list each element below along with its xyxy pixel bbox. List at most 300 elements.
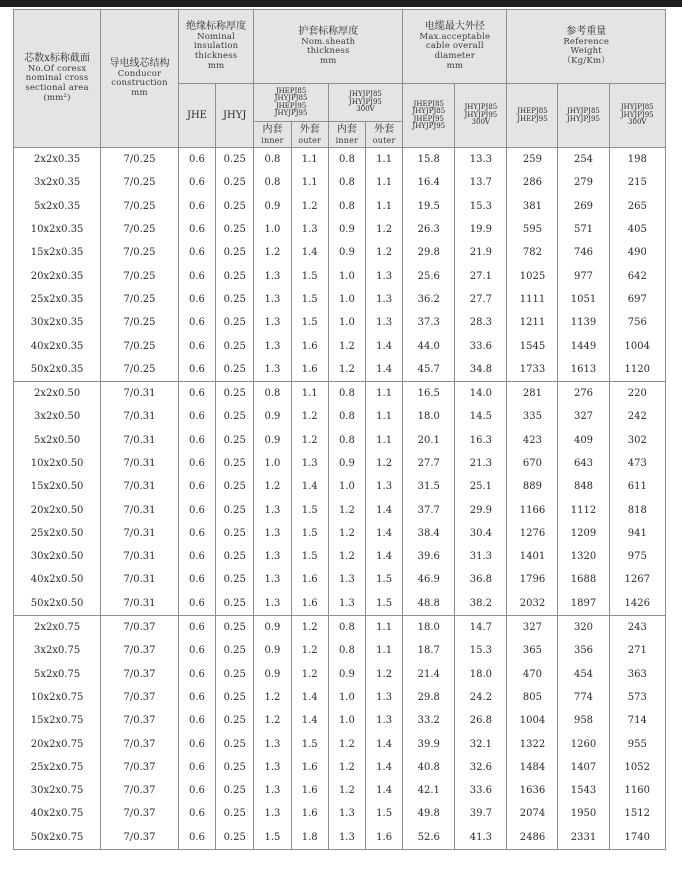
cell-sheath2-outer: 1.3	[366, 686, 403, 709]
header-diameter-group2: JHYJPJ85 JHYJPJ95 300V	[455, 84, 507, 148]
table-row	[14, 475, 666, 498]
cell-ins-jhe: 0.6	[178, 452, 215, 475]
cell-sheath2-outer: 1.4	[366, 334, 403, 357]
cell-weight2: 356	[558, 639, 609, 662]
cell-cores-section: 20x2x0.75	[14, 732, 101, 755]
cell-diameter1: 46.9	[403, 568, 455, 591]
cell-sheath2-outer: 1.6	[366, 826, 403, 850]
cell-diameter1: 31.5	[403, 475, 455, 498]
cell-ins-jhyj: 0.25	[216, 405, 254, 428]
cell-conductor: 7/0.37	[101, 732, 179, 755]
cell-sheath1-inner: 1.3	[254, 358, 291, 382]
cell-weight1: 1004	[507, 709, 558, 732]
cell-cores-section: 30x2x0.75	[14, 779, 101, 802]
cell-diameter2: 34.8	[455, 358, 507, 382]
cell-sheath2-outer: 1.4	[366, 522, 403, 545]
cell-cores-section: 5x2x0.35	[14, 195, 101, 218]
cell-sheath2-inner: 1.2	[328, 334, 365, 357]
cell-weight2: 1320	[558, 545, 609, 568]
cell-diameter1: 52.6	[403, 826, 455, 850]
cell-diameter2: 41.3	[455, 826, 507, 850]
cell-weight2: 320	[558, 615, 609, 639]
cell-ins-jhe: 0.6	[178, 826, 215, 850]
cell-ins-jhyj: 0.25	[216, 195, 254, 218]
header-weight-group2: JHYJPJ85 JHYJPJ95	[558, 84, 609, 148]
cell-weight3: 697	[609, 288, 665, 311]
cell-weight1: 259	[507, 148, 558, 172]
cell-cores-section: 30x2x0.50	[14, 545, 101, 568]
cell-sheath1-outer: 1.5	[291, 288, 328, 311]
cell-ins-jhe: 0.6	[178, 686, 215, 709]
cell-ins-jhyj: 0.25	[216, 498, 254, 521]
cell-ins-jhyj: 0.25	[216, 429, 254, 452]
cell-conductor: 7/0.37	[101, 663, 179, 686]
cell-sheath1-outer: 1.3	[291, 452, 328, 475]
cell-weight1: 1401	[507, 545, 558, 568]
cell-weight1: 1166	[507, 498, 558, 521]
cell-weight1: 1211	[507, 311, 558, 334]
cell-weight2: 643	[558, 452, 609, 475]
cell-cores-section: 25x2x0.75	[14, 756, 101, 779]
cell-ins-jhyj: 0.25	[216, 218, 254, 241]
cell-diameter2: 18.0	[455, 663, 507, 686]
cell-diameter1: 18.0	[403, 405, 455, 428]
table-row	[14, 264, 666, 287]
cell-cores-section: 50x2x0.75	[14, 826, 101, 850]
cell-conductor: 7/0.31	[101, 475, 179, 498]
table-row	[14, 358, 666, 382]
cell-ins-jhe: 0.6	[178, 288, 215, 311]
cell-diameter1: 16.5	[403, 381, 455, 405]
header-insulation-jhyj: JHYJ	[216, 84, 254, 148]
cell-sheath2-outer: 1.3	[366, 709, 403, 732]
cell-sheath2-outer: 1.5	[366, 802, 403, 825]
cell-conductor: 7/0.37	[101, 756, 179, 779]
cell-cores-section: 3x2x0.50	[14, 405, 101, 428]
cell-sheath1-outer: 1.6	[291, 756, 328, 779]
header-sheath-g2-outer: 外套 outer	[366, 122, 403, 148]
cell-ins-jhyj: 0.25	[216, 756, 254, 779]
cell-conductor: 7/0.25	[101, 241, 179, 264]
cell-sheath1-outer: 1.5	[291, 498, 328, 521]
cell-weight2: 327	[558, 405, 609, 428]
cell-ins-jhyj: 0.25	[216, 686, 254, 709]
cell-conductor: 7/0.37	[101, 709, 179, 732]
cell-diameter1: 27.7	[403, 452, 455, 475]
cell-ins-jhe: 0.6	[178, 802, 215, 825]
cell-weight2: 269	[558, 195, 609, 218]
cell-weight2: 1543	[558, 779, 609, 802]
cell-sheath1-inner: 1.3	[254, 334, 291, 357]
cell-diameter2: 25.1	[455, 475, 507, 498]
header-weight-group1: JHEPJ85 JHEPJ95	[507, 84, 558, 148]
cell-sheath1-inner: 1.2	[254, 475, 291, 498]
cell-cores-section: 15x2x0.50	[14, 475, 101, 498]
cell-diameter1: 49.8	[403, 802, 455, 825]
table-header	[14, 10, 666, 148]
cell-weight1: 1111	[507, 288, 558, 311]
cell-ins-jhe: 0.6	[178, 475, 215, 498]
cell-ins-jhe: 0.6	[178, 498, 215, 521]
cell-diameter1: 29.8	[403, 241, 455, 264]
cell-sheath2-inner: 1.0	[328, 264, 365, 287]
cell-sheath1-inner: 1.3	[254, 545, 291, 568]
cell-sheath1-inner: 1.3	[254, 311, 291, 334]
cell-weight3: 243	[609, 615, 665, 639]
cell-ins-jhyj: 0.25	[216, 545, 254, 568]
cell-diameter1: 38.4	[403, 522, 455, 545]
cell-ins-jhyj: 0.25	[216, 592, 254, 616]
cell-sheath2-inner: 1.2	[328, 358, 365, 382]
cell-ins-jhe: 0.6	[178, 779, 215, 802]
cell-ins-jhe: 0.6	[178, 709, 215, 732]
cell-weight1: 335	[507, 405, 558, 428]
cell-sheath2-outer: 1.5	[366, 592, 403, 616]
cell-sheath2-outer: 1.4	[366, 498, 403, 521]
header-sheath-group1: JHEPJ85 JHYJPJ85 JHEPJ95 JHYJPJ95	[254, 84, 328, 122]
cell-weight1: 1733	[507, 358, 558, 382]
cell-ins-jhe: 0.6	[178, 405, 215, 428]
cell-cores-section: 15x2x0.75	[14, 709, 101, 732]
cell-weight3: 1004	[609, 334, 665, 357]
cell-sheath2-inner: 1.0	[328, 686, 365, 709]
cell-diameter1: 21.4	[403, 663, 455, 686]
cell-weight3: 1426	[609, 592, 665, 616]
cell-diameter2: 27.1	[455, 264, 507, 287]
cell-ins-jhyj: 0.25	[216, 826, 254, 850]
table-row	[14, 545, 666, 568]
cell-sheath1-outer: 1.4	[291, 686, 328, 709]
cell-sheath1-inner: 0.9	[254, 663, 291, 686]
cell-weight3: 1052	[609, 756, 665, 779]
cell-weight2: 571	[558, 218, 609, 241]
cell-sheath2-inner: 1.2	[328, 779, 365, 802]
table-row	[14, 288, 666, 311]
cell-diameter1: 20.1	[403, 429, 455, 452]
cell-sheath1-inner: 1.3	[254, 522, 291, 545]
cell-sheath1-outer: 1.6	[291, 592, 328, 616]
cell-sheath1-outer: 1.2	[291, 195, 328, 218]
cell-sheath2-outer: 1.2	[366, 452, 403, 475]
cell-ins-jhe: 0.6	[178, 381, 215, 405]
cell-ins-jhyj: 0.25	[216, 452, 254, 475]
cell-ins-jhyj: 0.25	[216, 358, 254, 382]
cell-conductor: 7/0.25	[101, 264, 179, 287]
cell-diameter1: 39.6	[403, 545, 455, 568]
cell-sheath2-outer: 1.1	[366, 639, 403, 662]
cell-weight2: 1407	[558, 756, 609, 779]
cell-diameter2: 21.9	[455, 241, 507, 264]
cell-ins-jhe: 0.6	[178, 358, 215, 382]
cell-diameter2: 27.7	[455, 288, 507, 311]
cell-sheath2-outer: 1.1	[366, 429, 403, 452]
cell-sheath1-inner: 1.3	[254, 592, 291, 616]
cell-weight2: 1051	[558, 288, 609, 311]
cell-sheath1-inner: 1.3	[254, 498, 291, 521]
cell-weight3: 363	[609, 663, 665, 686]
cell-weight3: 1267	[609, 568, 665, 591]
cell-sheath1-inner: 1.2	[254, 241, 291, 264]
header-cores: 芯数x标称截面 No.Of coresx nominal cross sectional area (mm²)	[14, 10, 101, 148]
cell-weight3: 714	[609, 709, 665, 732]
cell-weight3: 271	[609, 639, 665, 662]
cell-ins-jhe: 0.6	[178, 663, 215, 686]
cell-diameter2: 14.0	[455, 381, 507, 405]
cell-diameter1: 42.1	[403, 779, 455, 802]
cell-sheath1-inner: 1.3	[254, 779, 291, 802]
cell-cores-section: 40x2x0.35	[14, 334, 101, 357]
cell-cores-section: 10x2x0.75	[14, 686, 101, 709]
cell-sheath1-outer: 1.5	[291, 311, 328, 334]
cell-sheath1-inner: 0.9	[254, 429, 291, 452]
header-insulation-jhe: JHE	[178, 84, 215, 148]
cell-ins-jhe: 0.6	[178, 568, 215, 591]
cell-conductor: 7/0.25	[101, 358, 179, 382]
cell-sheath2-outer: 1.4	[366, 756, 403, 779]
cell-conductor: 7/0.25	[101, 171, 179, 194]
cell-diameter2: 14.5	[455, 405, 507, 428]
cell-sheath2-inner: 1.2	[328, 545, 365, 568]
cell-weight1: 423	[507, 429, 558, 452]
cell-diameter2: 26.8	[455, 709, 507, 732]
cell-weight1: 1276	[507, 522, 558, 545]
table-row	[14, 171, 666, 194]
cell-conductor: 7/0.37	[101, 686, 179, 709]
cell-diameter2: 13.3	[455, 148, 507, 172]
cell-weight1: 805	[507, 686, 558, 709]
cell-cores-section: 40x2x0.50	[14, 568, 101, 591]
cell-diameter2: 16.3	[455, 429, 507, 452]
table-row	[14, 218, 666, 241]
cell-weight1: 1636	[507, 779, 558, 802]
cell-conductor: 7/0.37	[101, 639, 179, 662]
cell-weight1: 1484	[507, 756, 558, 779]
cell-ins-jhyj: 0.25	[216, 709, 254, 732]
header-insulation: 绝缘标称厚度 Nominal insulation thickness mm	[178, 10, 254, 84]
cell-sheath2-inner: 1.3	[328, 802, 365, 825]
cell-diameter1: 39.9	[403, 732, 455, 755]
cell-weight3: 975	[609, 545, 665, 568]
cell-diameter1: 29.8	[403, 686, 455, 709]
cell-ins-jhyj: 0.25	[216, 522, 254, 545]
cable-spec-table	[13, 9, 666, 850]
cell-ins-jhe: 0.6	[178, 592, 215, 616]
cell-ins-jhe: 0.6	[178, 218, 215, 241]
table-body	[14, 148, 666, 850]
cell-ins-jhyj: 0.25	[216, 288, 254, 311]
cell-conductor: 7/0.31	[101, 592, 179, 616]
cell-weight3: 1160	[609, 779, 665, 802]
cell-diameter2: 28.3	[455, 311, 507, 334]
table-row	[14, 826, 666, 850]
cell-sheath2-outer: 1.1	[366, 615, 403, 639]
cell-sheath1-inner: 0.9	[254, 615, 291, 639]
cell-conductor: 7/0.31	[101, 452, 179, 475]
cell-weight3: 642	[609, 264, 665, 287]
cell-sheath1-outer: 1.5	[291, 732, 328, 755]
cell-diameter1: 48.8	[403, 592, 455, 616]
cell-ins-jhe: 0.6	[178, 615, 215, 639]
cell-sheath1-inner: 0.9	[254, 405, 291, 428]
cell-sheath1-outer: 1.5	[291, 522, 328, 545]
cell-ins-jhyj: 0.25	[216, 802, 254, 825]
cell-conductor: 7/0.37	[101, 802, 179, 825]
cell-cores-section: 40x2x0.75	[14, 802, 101, 825]
table-row	[14, 686, 666, 709]
cell-weight1: 365	[507, 639, 558, 662]
cell-weight2: 1613	[558, 358, 609, 382]
cell-weight1: 286	[507, 171, 558, 194]
cell-weight3: 215	[609, 171, 665, 194]
cell-sheath1-outer: 1.1	[291, 171, 328, 194]
cell-sheath1-inner: 1.0	[254, 452, 291, 475]
cell-sheath2-inner: 1.2	[328, 522, 365, 545]
cell-sheath1-outer: 1.3	[291, 218, 328, 241]
cell-cores-section: 5x2x0.50	[14, 429, 101, 452]
table-row	[14, 802, 666, 825]
cell-cores-section: 2x2x0.50	[14, 381, 101, 405]
cell-conductor: 7/0.37	[101, 826, 179, 850]
cell-weight2: 1260	[558, 732, 609, 755]
cell-diameter2: 32.1	[455, 732, 507, 755]
cell-weight2: 1112	[558, 498, 609, 521]
cell-sheath2-inner: 0.8	[328, 639, 365, 662]
cell-sheath2-inner: 1.0	[328, 709, 365, 732]
cell-ins-jhyj: 0.25	[216, 639, 254, 662]
cell-weight3: 955	[609, 732, 665, 755]
cell-conductor: 7/0.31	[101, 429, 179, 452]
cell-sheath1-outer: 1.2	[291, 639, 328, 662]
cell-diameter1: 18.0	[403, 615, 455, 639]
cell-sheath2-inner: 0.8	[328, 171, 365, 194]
cell-ins-jhe: 0.6	[178, 639, 215, 662]
cell-ins-jhyj: 0.25	[216, 779, 254, 802]
cell-weight1: 670	[507, 452, 558, 475]
cell-sheath1-outer: 1.6	[291, 779, 328, 802]
header-weight: 参考重量 Reference Weight （Kg/Km）	[507, 10, 666, 84]
table-row	[14, 522, 666, 545]
cell-diameter2: 29.9	[455, 498, 507, 521]
cell-weight3: 220	[609, 381, 665, 405]
cell-ins-jhyj: 0.25	[216, 334, 254, 357]
cell-sheath1-inner: 0.9	[254, 639, 291, 662]
cell-weight2: 1688	[558, 568, 609, 591]
cell-weight1: 2032	[507, 592, 558, 616]
cell-weight1: 381	[507, 195, 558, 218]
cell-sheath2-inner: 0.8	[328, 615, 365, 639]
cell-diameter1: 15.8	[403, 148, 455, 172]
cell-diameter2: 31.3	[455, 545, 507, 568]
cell-diameter1: 45.7	[403, 358, 455, 382]
cell-conductor: 7/0.25	[101, 311, 179, 334]
header-sheath: 护套标称厚度 Nom.sheath thickness mm	[254, 10, 403, 84]
cell-sheath2-outer: 1.5	[366, 568, 403, 591]
cell-cores-section: 10x2x0.35	[14, 218, 101, 241]
cell-weight1: 595	[507, 218, 558, 241]
cell-ins-jhyj: 0.25	[216, 171, 254, 194]
cell-weight2: 409	[558, 429, 609, 452]
cell-sheath2-inner: 0.8	[328, 429, 365, 452]
cell-weight2: 848	[558, 475, 609, 498]
cell-weight1: 281	[507, 381, 558, 405]
cell-diameter2: 19.9	[455, 218, 507, 241]
table-row	[14, 779, 666, 802]
cell-sheath2-outer: 1.2	[366, 218, 403, 241]
cell-ins-jhyj: 0.25	[216, 615, 254, 639]
table-row	[14, 334, 666, 357]
cell-weight1: 2074	[507, 802, 558, 825]
cell-diameter1: 37.3	[403, 311, 455, 334]
cell-cores-section: 25x2x0.35	[14, 288, 101, 311]
cell-diameter2: 14.7	[455, 615, 507, 639]
table-row	[14, 452, 666, 475]
cell-ins-jhe: 0.6	[178, 732, 215, 755]
table-row	[14, 429, 666, 452]
cell-sheath2-inner: 0.8	[328, 195, 365, 218]
cell-cores-section: 20x2x0.50	[14, 498, 101, 521]
header-conductor: 导电线芯结构 Conducor construction mm	[101, 10, 179, 148]
cell-weight2: 958	[558, 709, 609, 732]
cell-weight2: 1139	[558, 311, 609, 334]
cell-weight3: 198	[609, 148, 665, 172]
cell-sheath2-inner: 1.0	[328, 311, 365, 334]
cell-weight3: 818	[609, 498, 665, 521]
table-row	[14, 568, 666, 591]
cell-weight1: 1025	[507, 264, 558, 287]
cell-sheath2-inner: 0.9	[328, 663, 365, 686]
cell-sheath2-inner: 1.3	[328, 826, 365, 850]
cell-sheath2-outer: 1.1	[366, 405, 403, 428]
cell-weight3: 302	[609, 429, 665, 452]
cell-sheath2-inner: 1.0	[328, 475, 365, 498]
cell-cores-section: 25x2x0.50	[14, 522, 101, 545]
cell-sheath2-inner: 0.8	[328, 148, 365, 172]
cell-sheath1-outer: 1.1	[291, 381, 328, 405]
table-row	[14, 498, 666, 521]
cell-sheath1-inner: 1.3	[254, 288, 291, 311]
cell-diameter1: 26.3	[403, 218, 455, 241]
cell-sheath1-outer: 1.4	[291, 709, 328, 732]
cell-ins-jhyj: 0.25	[216, 241, 254, 264]
cell-diameter1: 18.7	[403, 639, 455, 662]
cell-ins-jhe: 0.6	[178, 241, 215, 264]
cell-sheath2-outer: 1.1	[366, 148, 403, 172]
cell-sheath2-outer: 1.1	[366, 195, 403, 218]
cell-cores-section: 3x2x0.75	[14, 639, 101, 662]
table-row	[14, 709, 666, 732]
cell-weight3: 473	[609, 452, 665, 475]
cell-sheath1-outer: 1.4	[291, 475, 328, 498]
cell-diameter2: 30.4	[455, 522, 507, 545]
cell-diameter1: 44.0	[403, 334, 455, 357]
cell-diameter2: 32.6	[455, 756, 507, 779]
cell-sheath1-outer: 1.2	[291, 429, 328, 452]
cell-ins-jhyj: 0.25	[216, 381, 254, 405]
cell-weight1: 1796	[507, 568, 558, 591]
cell-sheath2-inner: 0.9	[328, 452, 365, 475]
cell-weight2: 2331	[558, 826, 609, 850]
cell-sheath2-inner: 1.2	[328, 498, 365, 521]
cell-cores-section: 30x2x0.35	[14, 311, 101, 334]
header-sheath-g2-inner: 内套 inner	[328, 122, 365, 148]
cell-diameter2: 39.7	[455, 802, 507, 825]
cell-sheath2-outer: 1.4	[366, 732, 403, 755]
cell-weight1: 1545	[507, 334, 558, 357]
cell-conductor: 7/0.25	[101, 148, 179, 172]
header-diameter: 电缆最大外径 Max.acceptable cable overall diameter mm	[403, 10, 507, 84]
table-row	[14, 241, 666, 264]
cell-sheath1-outer: 1.8	[291, 826, 328, 850]
